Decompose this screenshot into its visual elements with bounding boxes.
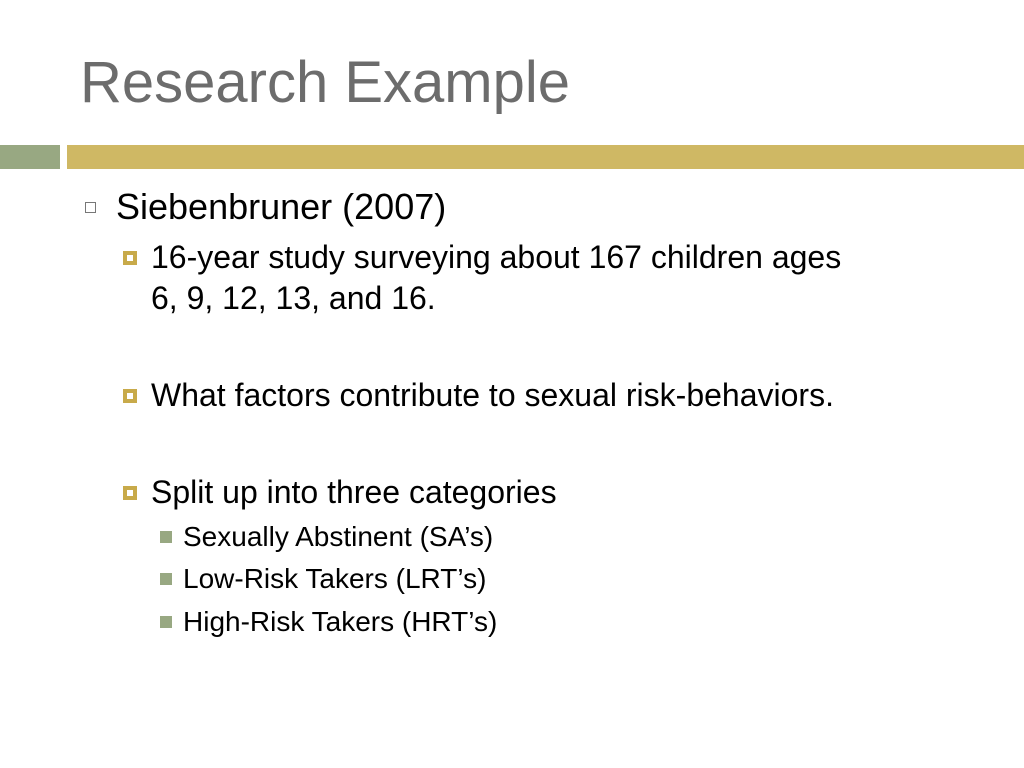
filled-square-bullet-icon	[160, 531, 172, 543]
bullet-high-risk: High-Risk Takers (HRT’s)	[183, 606, 498, 637]
bullet-factors: What factors contribute to sexual risk-behaviors.	[151, 377, 834, 413]
bullet-siebenbruner: Siebenbruner (2007)	[116, 186, 447, 227]
filled-square-bullet-icon	[160, 616, 172, 628]
square-bullet-icon	[123, 251, 137, 265]
bullet-study-line1: 16-year study surveying about 167 children ages	[151, 239, 842, 275]
square-bullet-icon	[123, 389, 137, 403]
bullet-study-line2: 6, 9, 12, 13, and 16.	[151, 280, 436, 316]
slide-title: Research Example	[80, 50, 570, 115]
filled-square-bullet-icon	[160, 573, 172, 585]
bullet-low-risk: Low-Risk Takers (LRT’s)	[183, 563, 487, 594]
accent-bar-left	[0, 145, 60, 169]
bullet-sexually-abstinent: Sexually Abstinent (SA’s)	[183, 521, 494, 552]
accent-bar-right	[67, 145, 1024, 169]
hollow-square-bullet-icon	[85, 202, 96, 213]
bullet-categories: Split up into three categories	[151, 474, 557, 510]
square-bullet-icon	[123, 486, 137, 500]
